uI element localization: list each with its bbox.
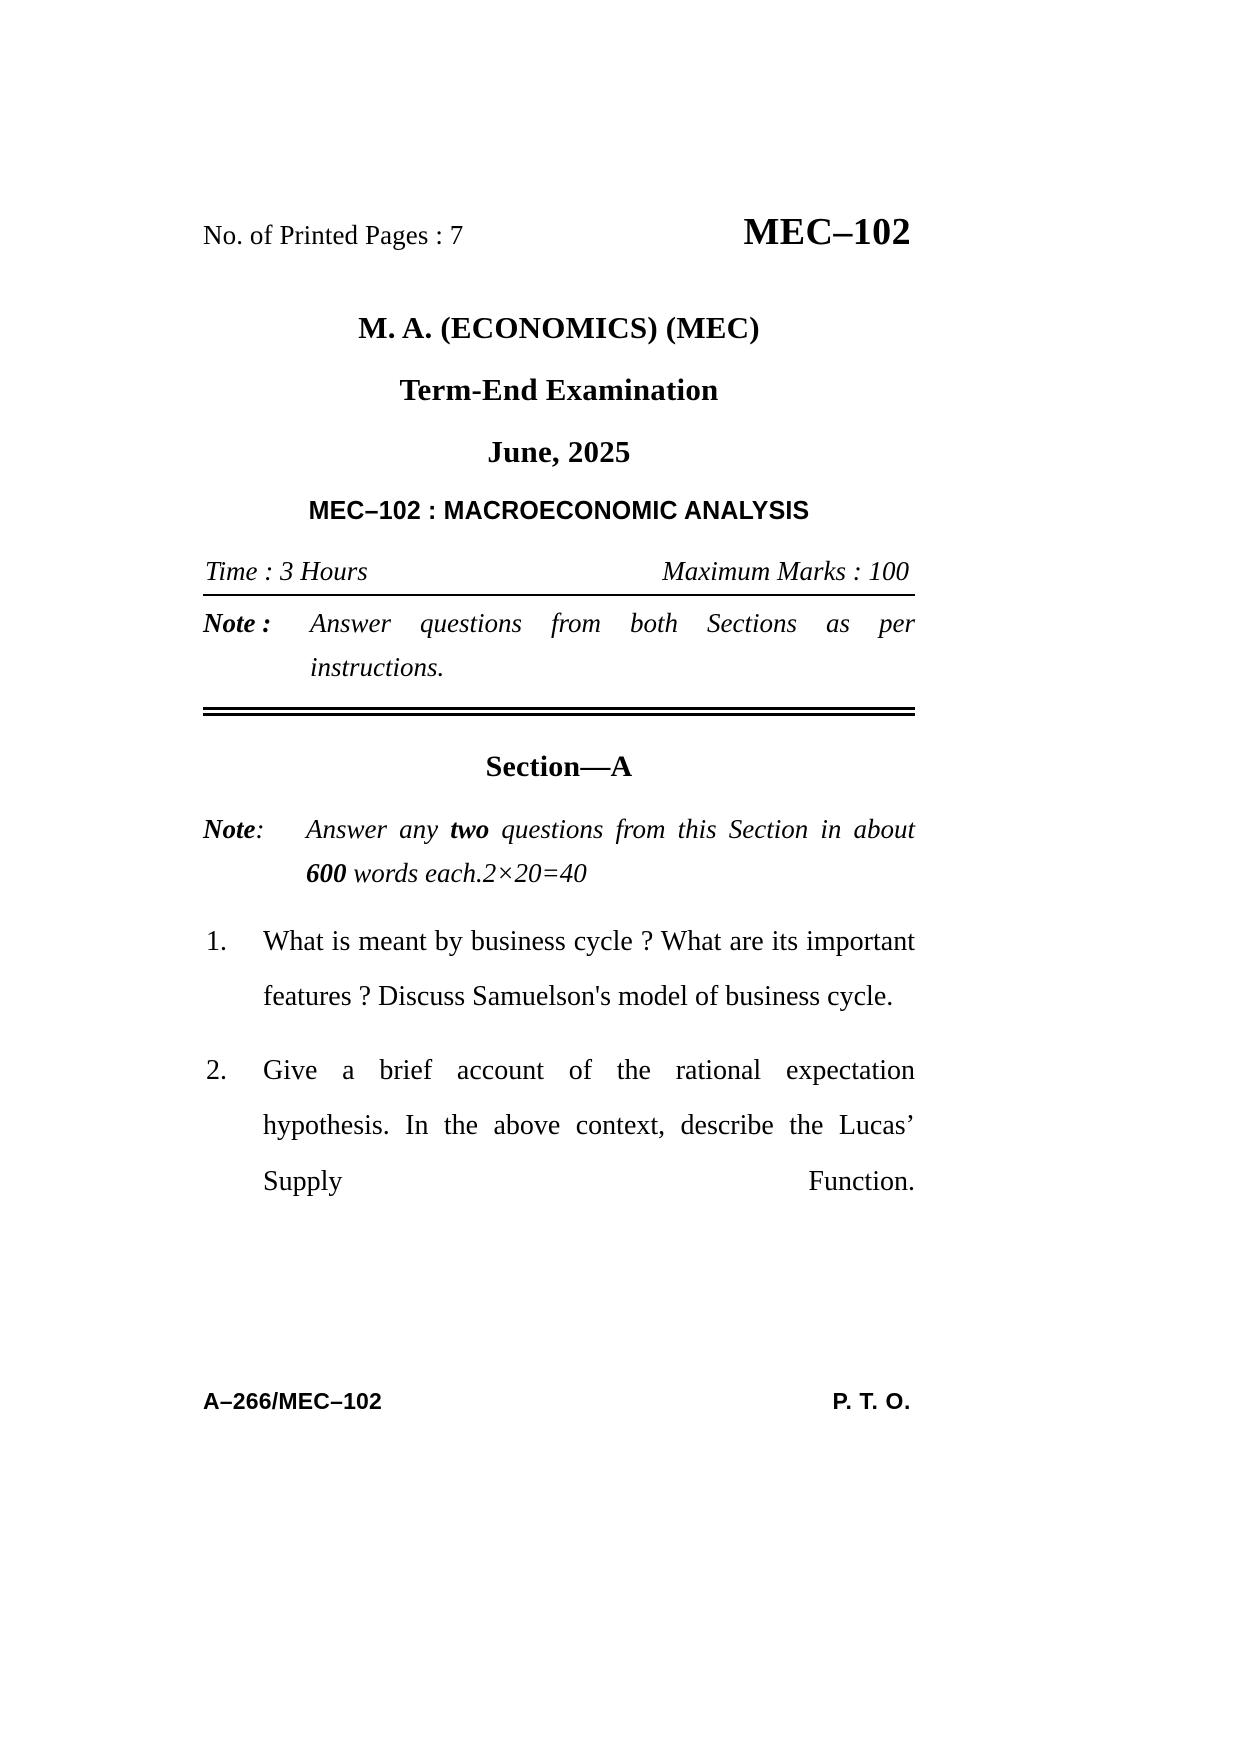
question-number: 1. <box>206 925 227 957</box>
section-a-note-part2: questions from this Section in about <box>501 814 915 845</box>
horizontal-rule-double <box>203 707 915 716</box>
examination-title: Term-End Examination <box>399 372 719 407</box>
question-item <box>203 914 915 1025</box>
programme-title: M. A. (ECONOMICS) (MEC) <box>358 310 760 345</box>
general-note-label: Note : <box>203 608 272 638</box>
exam-info-row <box>203 556 915 587</box>
question-number: 2. <box>206 1054 227 1086</box>
question-text: What is meant by business cycle ? What are its important features ? Discuss Samuelson's model of business cycle. <box>263 925 915 1013</box>
section-a-note-part1: Answer any <box>306 814 439 845</box>
section-a-note-text <box>199 808 915 895</box>
page-header <box>203 210 915 268</box>
section-a-note-marks: 2×20=40 <box>482 858 587 889</box>
section-a-note-emphasis-two: two <box>450 814 490 845</box>
section-a-note <box>203 808 915 895</box>
paper-code: MEC–102 <box>743 211 911 253</box>
question-item <box>203 1043 915 1265</box>
section-a-note-part3: words each. <box>353 858 483 889</box>
printed-pages-label: No. of Printed Pages : 7 <box>203 220 464 250</box>
footer-paper-code: A–266/MEC–102 <box>203 1388 383 1414</box>
section-a-heading: Section—A <box>485 750 633 784</box>
general-note <box>203 602 915 689</box>
horizontal-rule-top <box>203 594 915 596</box>
subject-title: MEC–102 : MACROECONOMIC ANALYSIS <box>308 495 810 525</box>
general-note-text: Answer questions from both Sections as per instructions. <box>310 608 915 682</box>
section-a-note-label-text: Note <box>203 814 256 845</box>
section-a-note-colon: : <box>255 814 265 845</box>
section-a-note-emphasis-600: 600 <box>306 858 347 889</box>
page-footer <box>203 1388 915 1415</box>
section-a-note-label <box>203 808 264 852</box>
page-content <box>203 210 915 1265</box>
session-title: June, 2025 <box>487 434 631 469</box>
exam-maximum-marks: Maximum Marks : 100 <box>662 556 909 586</box>
exam-duration: Time : 3 Hours <box>205 556 368 586</box>
footer-pto-label: P. T. O. <box>832 1388 911 1414</box>
question-text: Give a brief account of the rational expectation hypothesis. In the above context, describe the Lucas’ Supply Function. <box>263 1054 915 1197</box>
title-block <box>203 312 915 526</box>
